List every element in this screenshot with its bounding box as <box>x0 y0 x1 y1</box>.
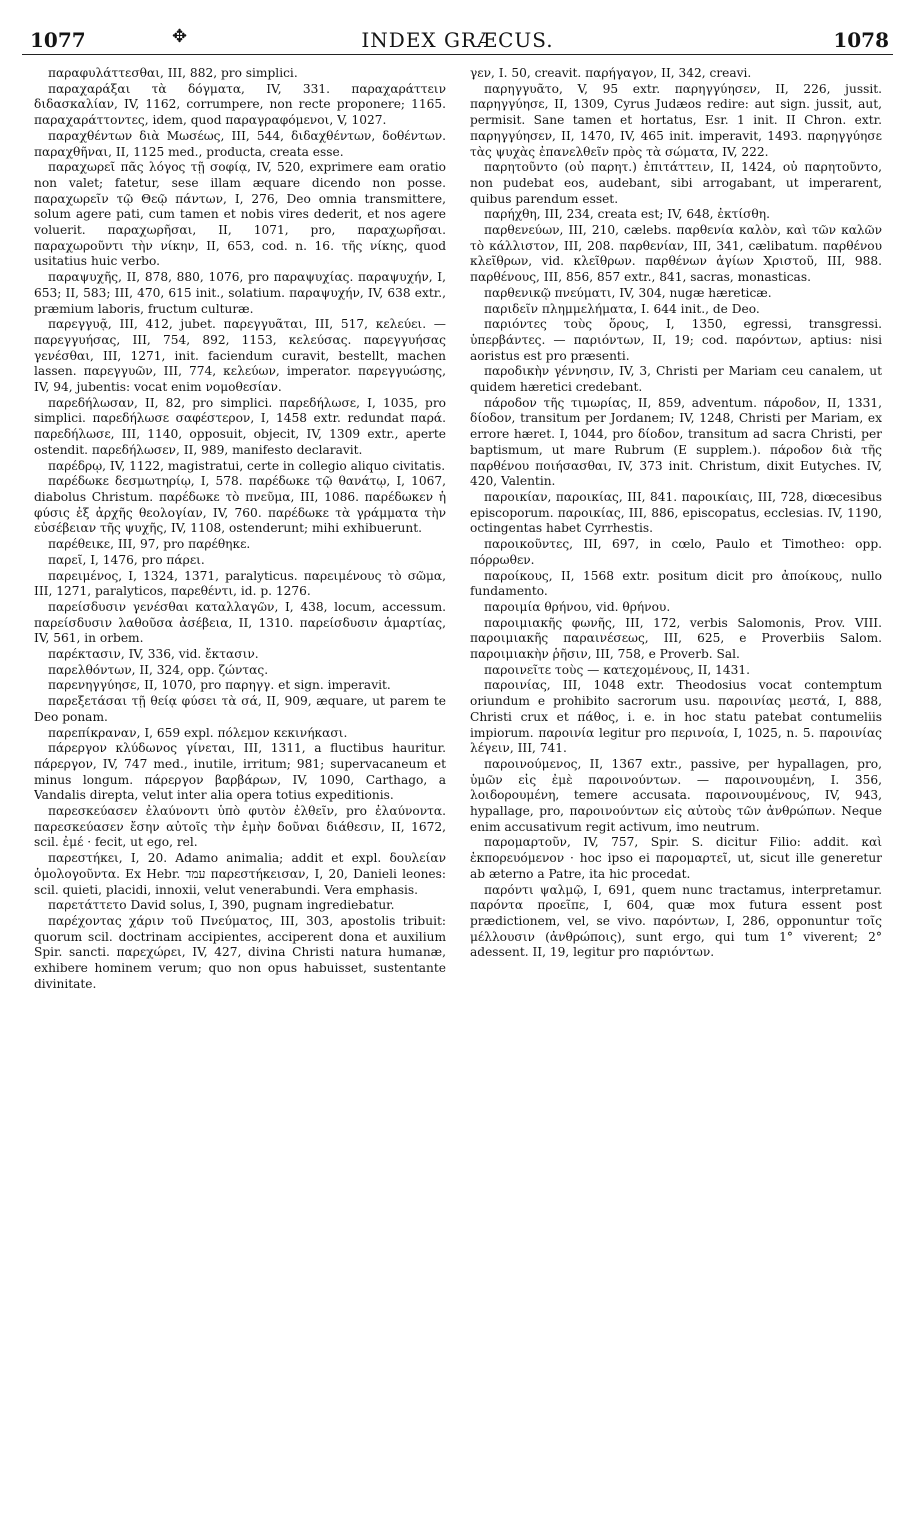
index-entry: παρεστήκει, I, 20. Adamo animalia; addit et expl. δουλείαν ὁμολογοῦντα. Ex Hebr. עמד παρεστήκεισαν, I, 20, Danieli leones: scil. quieti, placidi, innoxii, velut venerabundi. Vera emphasis. <box>34 851 446 897</box>
index-entry: παρεξετάσαι τῇ θείᾳ φύσει τὰ σά, II, 909, æquare, ut parem te Deo ponam. <box>34 694 446 724</box>
index-entry: παρελθόντων, II, 324, opp. ζώντας. <box>48 662 269 677</box>
index-entry: πάροδον τῆς τιμωρίας, II, 859, adventum. πάροδον, II, 1331, δίοδον, transitum per Jordanem; IV, 1248, Christi per Mariam, ex errore hæret. I, 1044, pro δίοδον, transitum ad sacra Christi, per baptismum, ut mare Rubrum (E supplem.). πάροδον διὰ τῆς παρθένου ποιήσασθαι, IV, 373 init. Christum, dixit Eutyches. IV, 420, Valentin. <box>470 395 882 489</box>
index-entry: παρεγγυᾷ, III, 412, jubet. παρεγγυᾶται, III, 517, κελεύει. — παρεγγυήσας, III, 754, 892, 1153, κελεύσας. παρεγγυήσας γενέσθαι, III, 1271, init. faciendum curavit, bestellt, machen lassen. παρεγγυῶν, III, 774, κελεύων, imperator. παρεγγυώσης, IV, 94, jubentis: vocat enim νομοθεσίαν. <box>34 317 446 395</box>
index-entry: παρθενικῷ πνεύματι, IV, 304, nugæ hæreticæ. <box>484 285 772 300</box>
index-entry: παροιμιακῆς φωνῆς, III, 172, verbis Salomonis, Prov. VIII. παροιμιακῆς παραινέσεως, III, 625, e Proverbiis Salom. παροιμιακὴν ῥῆσιν, III, 758, e Proverb. Sal. <box>470 615 882 662</box>
index-entry: παρενηγγύησε, II, 1070, pro παρηγγ. et sign. imperavit. <box>48 678 391 693</box>
index-entry: παροιμία θρήνου, vid. θρήνου. <box>484 599 671 614</box>
index-entry: παρέκτασιν, IV, 336, vid. ἔκτασιν. <box>48 647 259 662</box>
index-entry: παρεσκεύασεν ἐλαύνοντι ὑπὸ φυτὸν ἐλθεῖν, pro ἐλαύνοντα. παρεσκεύασεν ἔσην αὐτοῖς τὴν ἐμὴν δοῦναι διάθεσιν, II, 1672, scil. ἐμέ · fecit, ut ego, rel. <box>34 804 446 850</box>
index-entry: παρετάττετο David solus, I, 390, pugnam ingrediebatur. <box>48 898 395 913</box>
index-entry: παρητοῦντο (οὐ παρητ.) ἐπιτάττειν, II, 1424, οὐ παρητοῦντο, non pudebat eos, audebant, sibi arrogabant, ut imperarent, quibus parendum esset. <box>470 160 882 206</box>
index-entry: παραψυχῆς, II, 878, 880, 1076, pro παραψυχίας. παραψυχήν, I, 653; II, 583; III, 470, 615 init., solatium. παραψυχήν, IV, 638 extr., præmium laboris, fructum culturæ. <box>34 270 446 316</box>
page-header <box>22 28 893 55</box>
index-entry: παρέδρῳ, IV, 1122, magistratui, certe in collegio aliquo civitatis. <box>48 458 446 473</box>
left-column <box>34 66 446 1526</box>
index-entry: παρόντι ψαλμῷ, I, 691, quem nunc tractamus, interpretamur. παρόντα προεῖπε, I, 604, quæ mox futura essent post prædictionem, vel, se vivo. παρόντων, I, 286, opponuntur τοῖς μέλλουσιν (ἀνθρώποις), sunt ergo, qui tum 1° viverent; 2° adessent. II, 19, legitur pro παριόντων. <box>470 882 882 960</box>
ornament-icon: ✥ <box>172 26 188 47</box>
index-entry: παροινούμενος, II, 1367 extr., passive, per hypallagen, pro, ὑμῶν εἰς ἐμὲ παροινούντων. — παροινουμένη, I. 356, λοιδορουμένη, temere accusata. παροινουμένους, IV, 943, hypallage, pro, παροινούντων εἰς αὐτοὺς τῶν ἀνθρώπων. Neque enim accusativum regit activum, imo neutrum. <box>470 756 882 834</box>
index-entry: παρεδήλωσαν, II, 82, pro simplici. παρεδήλωσε, I, 1035, pro simplici. παρεδήλωσε σαφέστερον, I, 1458 extr. redundat παρά. παρεδήλωσε, III, 1140, opposuit, objecit, IV, 1309 extr., aperte ostendit. παρεδήλωσεν, II, 989, manifesto declaravit. <box>34 395 446 457</box>
index-entry: παρέχοντας χάριν τοῦ Πνεύματος, III, 303, apostolis tribuit: quorum scil. doctrinam accipientes, acciperent dona et auxilium Spir. sancti. παρεχώρει, IV, 427, divina Christi natura humanæ, exhibere hominem verum; quo non opus habuisset, sustentante divinitate. <box>34 913 446 991</box>
index-entry: γεν, I. 50, creavit. παρήγαγον, II, 342, creavi. <box>470 66 752 80</box>
index-entry: παραχαράξαι τὰ δόγματα, IV, 331. παραχαράττειν διδασκαλίαν, IV, 1162, corrumpere, non recte proponere; 1165. παραχαράττοντες, idem, quod παραγραφόμενοι, V, 1027. <box>34 81 446 128</box>
index-entry: παρηγγυᾶτο, V, 95 extr. παρηγγύησεν, II, 226, jussit. παρηγγύησε, II, 1309, Cyrus Judæos redire: aut sign. jussit, aut, permisit. Sane tamen et hortatus, Esr. 1 init. II Chron. extr. παρηγγύησεν, II, 1470, IV, 465 init. imperavit, 1493. παρηγγύησε τὰς ψυχὰς ἐπανελθεῖν πρὸς τὰ σώματα, IV, 222. <box>470 81 882 159</box>
index-entry: παρομαρτοῦν, IV, 757, Spir. S. dicitur Filio: addit. καὶ ἐκπορευόμενον · hoc ipso ei παρομαρτεῖ, ut, sicut ille generetur ab æterno a Patre, ita hic procedat. <box>470 835 882 881</box>
index-entry: παροικίαν, παροικίας, III, 841. παροικίαις, III, 728, diœcesibus episcoporum. παροικίας, III, 886, episcopatus, ecclesias. IV, 1190, octingentas habet Cyrrhestis. <box>470 489 882 536</box>
index-entry: παρέδωκε δεσμωτηρίῳ, I, 578. παρέδωκε τῷ θανάτῳ, I, 1067, diabolus Christum. παρέδωκε τὸ πνεῦμα, III, 1086. παρέδωκεν ἡ φύσις ἐξ ἀρχῆς θεολογίαν, IV, 760. παρέδωκε τὰ γράμματα τὴν εὐσέβειαν τῆς ψυχῆς, IV, 1108, ostenderunt; mihi exhibuerunt. <box>34 474 446 536</box>
index-entry: πάρεργον κλύδωνος γίνεται, III, 1311, a fluctibus hauritur. πάρεργον, IV, 747 med., inutile, irritum; 981; supervacaneum et minus longum. πάρεργον βαρβάρων, IV, 1090, Carthago, a Vandalis direpta, velut inter alia opera totius expeditionis. <box>34 741 446 803</box>
index-entry: παρεῖ, I, 1476, pro πάρει. <box>48 552 205 567</box>
index-entry: παρειμένος, I, 1324, 1371, paralyticus. παρειμένους τὸ σῶμα, III, 1271, paralyticos, παρεθέντι, id. p. 1276. <box>34 568 446 599</box>
index-entry: παροίκους, II, 1568 extr. positum dicit pro ἀποίκους, nullo fundamento. <box>470 568 882 599</box>
index-entry: παρέθεικε, III, 97, pro παρέθηκε. <box>48 537 251 552</box>
index-entry: παρείσδυσιν γενέσθαι καταλλαγῶν, I, 438, locum, accessum. παρείσδυσιν λαθοῦσα ἀσέβεια, II, 1310. παρείσδυσιν ἁμαρτίας, IV, 561, in orbem. <box>34 599 446 646</box>
index-entry: παραχωρεῖ πᾶς λόγος τῇ σοφίᾳ, IV, 520, exprimere eam oratio non valet; fatetur, sese illam æquare dicendo non posse. παραχωρεῖν τῷ Θεῷ πάντων, I, 276, Deo omnia transmittere, solum agere pati, cum tamen et nobis vires dederit, et nos agere voluerit. παραχωρῆσαι, II, 1071, pro, παραχωρῆσαι. παραχωροῦντι τὴν νίκην, II, 653, cod. n. 16. τῆς νίκης, quod usitatius huic verbo. <box>34 160 446 269</box>
index-entry: παροδικὴν γέννησιν, IV, 3, Christi per Mariam ceu canalem, ut quidem hæretici credebant. <box>470 364 882 395</box>
index-entry: παριδεῖν πλημμελήματα, I. 644 init., de Deo. <box>484 301 760 316</box>
index-entry: παριόντες τοὺς ὅρους, I, 1350, egressi, transgressi. ὑπερβάντες. — παριόντων, II, 19; cod. παρόντων, aptius: nisi aoristus est pro præsenti. <box>470 317 882 363</box>
right-page-number: 1078 <box>833 28 889 52</box>
index-entry: παροικοῦντες, III, 697, in cœlo, Paulo et Timotheo: opp. πόρρωθεν. <box>470 537 882 567</box>
index-entry: παρεπίκραναν, I, 659 expl. πόλεμον κεκινήκασι. <box>48 725 348 740</box>
index-entry: παραφυλάττεσθαι, III, 882, pro simplici. <box>48 66 298 80</box>
index-entry: παραχθέντων διὰ Μωσέως, III, 544, διδαχθέντων, δοθέντων. παραχθῆναι, II, 1125 med., producta, creata esse. <box>34 128 446 159</box>
index-entry: παρθενεύων, III, 210, cælebs. παρθενία καλὸν, καὶ τῶν καλῶν τὸ κάλλιστον, III, 208. παρθενίαν, III, 341, cælibatum. παρθένου κλεῖθρων, vid. κλεῖθρων. παρθένων ἁγίων Χριστοῦ, III, 988. παρθένους, III, 856, 857 extr., 841, sacras, monasticas. <box>470 223 882 285</box>
index-entry: παροινίας, III, 1048 extr. Theodosius vocat contemptum oriundum e prohibito sacrorum usu. παροινίας μεστά, I, 888, Christi crux et πάθος, i. e. in hoc statu patebat contumeliis impiorum. παροινία legitur pro περινοία, I, 1025, n. 5. παροινίας λέγειν, III, 741. <box>470 678 882 756</box>
left-page-number: 1077 <box>30 28 86 52</box>
running-title: INDEX GRÆCUS. <box>361 28 554 52</box>
index-entry: παρήχθη, III, 234, creata est; IV, 648, ἐκτίσθη. <box>484 207 770 222</box>
right-column <box>470 66 882 1526</box>
index-entry: παροινεῖτε τοὺς — κατεχομένους, II, 1431. <box>484 662 751 677</box>
